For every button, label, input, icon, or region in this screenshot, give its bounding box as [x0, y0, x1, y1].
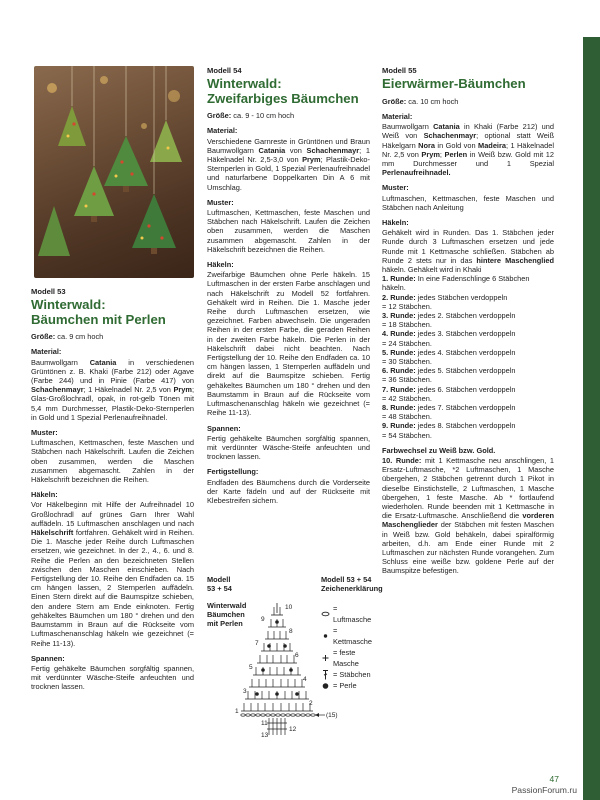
model-54-muster-text: Luftmaschen, Kettmaschen, feste Maschen und Stäbchen nach Häkelschrift. Laufen die Zeichen oben zusammen, werden die Maschen zusammen abgemascht. Zahlen in der Häkelschrift bezeichnen die Reihen. [207, 208, 370, 254]
model-53-spannen-heading: Spannen: [31, 653, 65, 663]
model-55-round-10: 10. Runde: mit 1 Kettmasche neu anschlingen, 1 Ersatz-Luftmasche, *2 Luftmaschen, 1 Masche übergehen, 2 Stäbchen getrennt durch 1 Pikot in dieselbe Einstichstelle, 2 Luftmaschen, 1 Masche übergehen, 1 feste Masche. Ab * fortlaufend wiederholen. Runde beenden mit 1 Kettmasche in die Ersatz-Luftmasche. Anschließend die vorderen Maschenglieder der Stäbchen mit festen Maschen in Weiß bzw. Gold behäkeln, dabei spiralförmig arbeiten, d.h. am Ende einer Runde mit 2 Luftmaschen zur nächsten Runde vorangehen. Zum Schluss eine weiße bzw. goldene Perle auf der Baumspitze befestigen. [382, 456, 555, 576]
model-55-haekeln-heading: Häkeln: [382, 217, 409, 227]
model-53-haekeln-heading: Häkeln: [31, 490, 58, 500]
svg-text:6: 6 [295, 652, 299, 659]
model-54-muster-heading: Muster: [207, 197, 234, 207]
svg-text:4: 4 [303, 676, 307, 683]
round-item: 3. Runde: jedes 2. Stäbchen verdoppeln = 18 Stäbchen. [382, 310, 516, 330]
legend-title: Modell 53 + 54 Zeichenerklärung [321, 575, 383, 593]
round-item: 4. Runde: jedes 3. Stäbchen verdoppeln = 24 Stäbchen. [382, 329, 516, 348]
column-modell-54 [207, 66, 370, 511]
svg-text:12: 12 [289, 726, 297, 733]
model-55-label: Modell 55 [382, 66, 417, 75]
model-53-size: Größe: ca. 9 cm hoch [31, 332, 104, 342]
round-item: 8. Runde: jedes 7. Stäbchen verdoppeln = 48 Stäbchen. [382, 403, 516, 422]
svg-text:(15): (15) [326, 712, 338, 719]
model-54-title-line1: Winterwald: [207, 76, 282, 92]
svg-text:10: 10 [285, 604, 293, 611]
legend-item: = feste Masche [321, 647, 377, 669]
model-54-spannen-text: Fertig gehäkelte Bäumchen sorgfältig spannen, mit verdünnter Wäsche-Steife anfeuchten und trocknen lassen. [207, 433, 370, 462]
round-item: 7. Runde: jedes 6. Stäbchen verdoppeln = 42 Stäbchen. [382, 384, 516, 403]
model-55-color-change-heading: Farbwechsel zu Weiß bzw. Gold. [382, 445, 496, 455]
model-53-spannen-text: Fertig gehäkelte Bäumchen sorgfältig spannen, mit verdünnter Wäsche-Steife anfeuchten und trocknen lassen. [31, 663, 194, 692]
model-54-title [207, 77, 370, 106]
model-53-muster-text: Luftmaschen, Kettmaschen, feste Maschen und Stäbchen nach Häkelschrift. Laufen die Zeichen oben zusammen, werden die Maschen zusammen abgemascht. Zahlen in der Häkelschrift bezeichnen die Reihen. [31, 438, 194, 485]
svg-text:1: 1 [235, 708, 239, 715]
svg-text:5: 5 [249, 664, 253, 671]
round-item: 2. Runde: jedes Stäbchen verdoppeln = 12 Stäbchen. [382, 292, 508, 311]
crochet-diagram [207, 575, 383, 740]
model-55-muster-heading: Muster: [382, 183, 409, 193]
svg-text:13: 13 [261, 732, 269, 739]
model-55-rounds [382, 293, 554, 440]
svg-text:8: 8 [289, 628, 293, 635]
model-54-label: Modell 54 [207, 66, 242, 75]
model-53-haekeln-text: Vor Häkelbeginn mit Hilfe der Aufreihnadel 10 Großlochradl auf grünes Garn Ihrer Wahl auffädeln. 15 Luftmaschen anschlagen und nach Häkelschrift fortfahren. Gehäkelt wird in Reihen. Die 1. Masche jeder Reihe durch Luftmaschen ersetzen, wie gezeichnet. In der 2., 4., 6. und 8. Reihe die Perlen an den bezeichneten Stellen zwischen den Maschen einschieben. Nach Fertigstellung der 10. Reihe den Endfaden ca. 15 cm hängen lassen, 2 Sternperlen auffädeln. Einen Stern direkt auf die Baumspitze schieben, den andere Stern am Ende einknoten. Fertig gehäkeltes Bäumchen um 180 ° drehen und den Baumstamm in Braun auf die Rückseite vom Luftmaschenanschlag häkeln wie gezeichnet (= Reihe 11-13). [31, 500, 194, 648]
column-modell-55 [382, 66, 554, 582]
model-55-muster-text: Luftmaschen, Kettmaschen, feste Maschen und Stäbchen nach Anleitung [382, 193, 554, 212]
model-55-round-1: 1. Runde: In eine Fadenschlinge 6 Stäbchen häkeln. [382, 274, 530, 293]
legend-item: = Stäbchen [321, 669, 377, 680]
svg-text:7: 7 [255, 640, 259, 647]
legend-item: = Luftmasche [321, 603, 377, 625]
tree-chart-icon [221, 575, 338, 740]
round-item: 9. Runde: jedes 8. Stäbchen verdoppeln = 54 Stäbchen. [382, 421, 516, 440]
diagram-model-label: Modell 53 + 54 [207, 575, 232, 593]
crochet-trees-photo-icon [34, 66, 194, 278]
model-55-material-heading: Material: [382, 111, 413, 121]
model-55-title: Eierwärmer-Bäumchen [382, 76, 526, 92]
svg-text:3: 3 [243, 688, 247, 695]
model-53-material-text: Baumwollgarn Catania in verschiedenen Grüntönen z. B. Khaki (Farbe 212) oder Agave (Farbe 244) und in Pinie (Farbe 417) von Schachenmayr; 1 Häkelnadel Nr. 2,5 von Prym; Glas-Großlochradl, opak, in rot-gelb Tönen mit 5,4 mm Durchmesser, Plastik-Deko-Sternperlen in Gold und 1 Spezial Perlenaufreihnadel. [31, 357, 194, 422]
model-54-size: Größe: ca. 9 - 10 cm hoch [207, 111, 295, 121]
model-54-fertig-heading: Fertigstellung: [207, 467, 259, 477]
legend-item: = Kettmasche [321, 625, 377, 647]
legend-item: = Perle [321, 680, 377, 691]
column-modell-53 [31, 287, 194, 698]
model-53-material-heading: Material: [31, 347, 62, 357]
model-54-haekeln-text: Zweifarbige Bäumchen ohne Perle häkeln. 15 Luftmaschen in der ersten Farbe anschlagen und nach Häkelschrift zu Modell 52 fortfahren. Gehäkelt wird in Reihen. Die 1. Masche jeder Reihe durch Luftmaschen ersetzen, wie gezeichnet. Farben abwechseln. Die ungeraden Reihen in der ersten Farbe, die geraden Reihen in der zweiten Farbe häkeln. Die Perlen in der Häkelschrift dabei nicht beachten. Nach Fertigstellung der 10. Reihe den Endfaden ca. 10 cm hängen lassen, 1 Sternperlen auffädeln und direkt auf die Baumspitze schieben. Fertig gehäkeltes Bäumchen um 180 ° drehen und den Baumstamm in Braun auf die Rückseite vom Luftmaschenanschlag häkeln wie gezeichnet (= Reihe 11-13). [207, 270, 370, 418]
model-53-label: Modell 53 [31, 287, 66, 296]
page-edge-bar [583, 37, 600, 800]
model-54-haekeln-heading: Häkeln: [207, 260, 234, 270]
model-53-muster-heading: Muster: [31, 428, 58, 438]
crochet-trees-photo [34, 66, 194, 278]
diagram-name-label: Winterwald Bäumchen mit Perlen [207, 601, 247, 628]
model-54-spannen-heading: Spannen: [207, 423, 241, 433]
round-item: 6. Runde: jedes 5. Stäbchen verdoppeln = 36 Stäbchen. [382, 366, 516, 385]
svg-text:9: 9 [261, 616, 265, 623]
watermark-text: PassionForum.ru [511, 785, 577, 795]
model-53-title-line2: Bäumchen mit Perlen [31, 311, 166, 327]
model-54-material-heading: Material: [207, 126, 238, 136]
page-number: 47 [549, 774, 559, 784]
model-53-title-line1: Winterwald: [31, 297, 106, 313]
model-53-title [31, 298, 194, 327]
model-55-haekeln-intro: Gehäkelt wird in Runden. Das 1. Stäbchen jeder Runde durch 3 Luftmaschen ersetzen und jede Runde mit 1 Kettmasche schließen. Stäbchen ab Runde 2 stets nur in das hintere Maschenglied häkeln. Gehäkelt wird in Khaki [382, 228, 554, 274]
svg-text:11: 11 [261, 720, 268, 727]
model-55-size: Größe: ca. 10 cm hoch [382, 96, 459, 106]
model-55-material-text: Baumwollgarn Catania in Khaki (Farbe 212) und Weiß von Schachenmayr; optional statt Weiß Häkelgarn Nora in Gold von Madeira; 1 Häkelnadel Nr. 2,5 von Prym; Perlen in Weiß bzw. Gold mit 12 mm Durchmesser und 1 Spezial Perlenaufreihnadel. [382, 122, 555, 178]
svg-text:2: 2 [309, 700, 313, 707]
round-item: 5. Runde: jedes 4. Stäbchen verdoppeln = 30 Stäbchen. [382, 347, 516, 366]
model-54-material-text: Verschiedene Garnreste in Grüntönen und Braun Baumwollgarn Catania von Schachenmayr; 1 Häkelnadel Nr. 2,5-3,0 von Prym; Plastik-Deko-Sternperlen in Gold, 1 Spezial Perlenaufreihnadel und naturfarbene Doppelkarten Din A 6 mit Umschlag. [207, 136, 370, 192]
model-54-title-line2: Zweifarbiges Bäumchen [207, 90, 359, 106]
model-54-fertig-text: Endfaden des Bäumchens durch die Vorderseite der Karte fädeln und auf der Rückseite mit Klebestreifen sichern. [207, 477, 370, 505]
